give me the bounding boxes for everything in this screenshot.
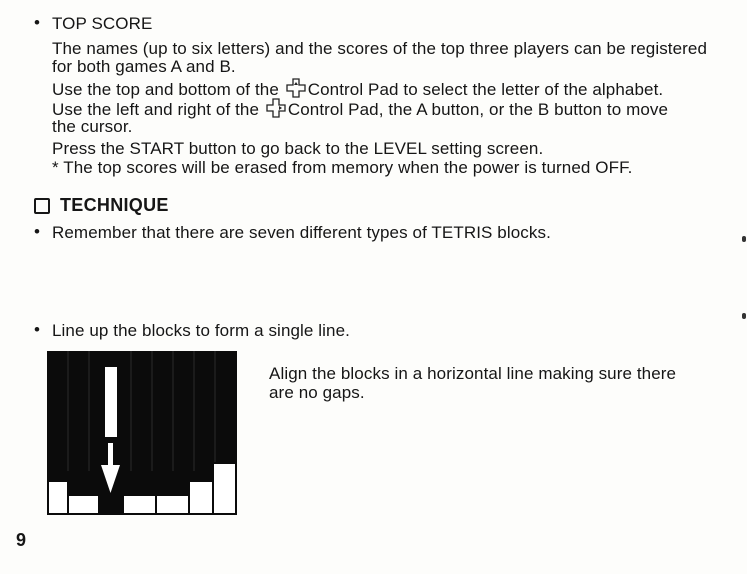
tetris-line-illustration [47,351,237,515]
margin-mark [742,313,746,319]
checkbox-icon [34,198,50,214]
paragraph-line: Press the START button to go back to the LEVEL setting screen. [52,139,544,158]
section-heading-technique: TECHNIQUE [60,195,169,215]
bullet: • [34,222,40,241]
paragraph-line-dpad-left-right [52,98,668,123]
technique-bullet-1: Remember that there are seven different types of TETRIS blocks. [52,223,551,242]
technique-bullet-2: Line up the blocks to form a single line. [52,321,350,340]
text-after-icon: Control Pad to select the letter of the alphabet. [307,80,664,99]
margin-mark [742,236,746,242]
paragraph-line: the cursor. [52,117,133,136]
caption-line: are no gaps. [269,383,365,402]
control-pad-icon [266,98,286,123]
text-after-icon: Control Pad, the A button, or the B button to move [287,100,669,119]
caption-line: Align the blocks in a horizontal line making sure there [269,364,677,383]
bullet: • [34,320,40,339]
note-line: * The top scores will be erased from memory when the power is turned OFF. [52,158,633,177]
text-before-icon: Use the top and bottom of the [52,80,279,99]
page-number: 9 [16,530,27,550]
section-title-top-score: TOP SCORE [52,14,153,33]
falling-block [105,367,117,437]
paragraph-line: The names (up to six letters) and the scores of the top three players can be registered [52,39,708,58]
paragraph-line: for both games A and B. [52,57,236,76]
text-before-icon: Use the left and right of the [52,100,260,119]
bullet: • [34,13,40,32]
